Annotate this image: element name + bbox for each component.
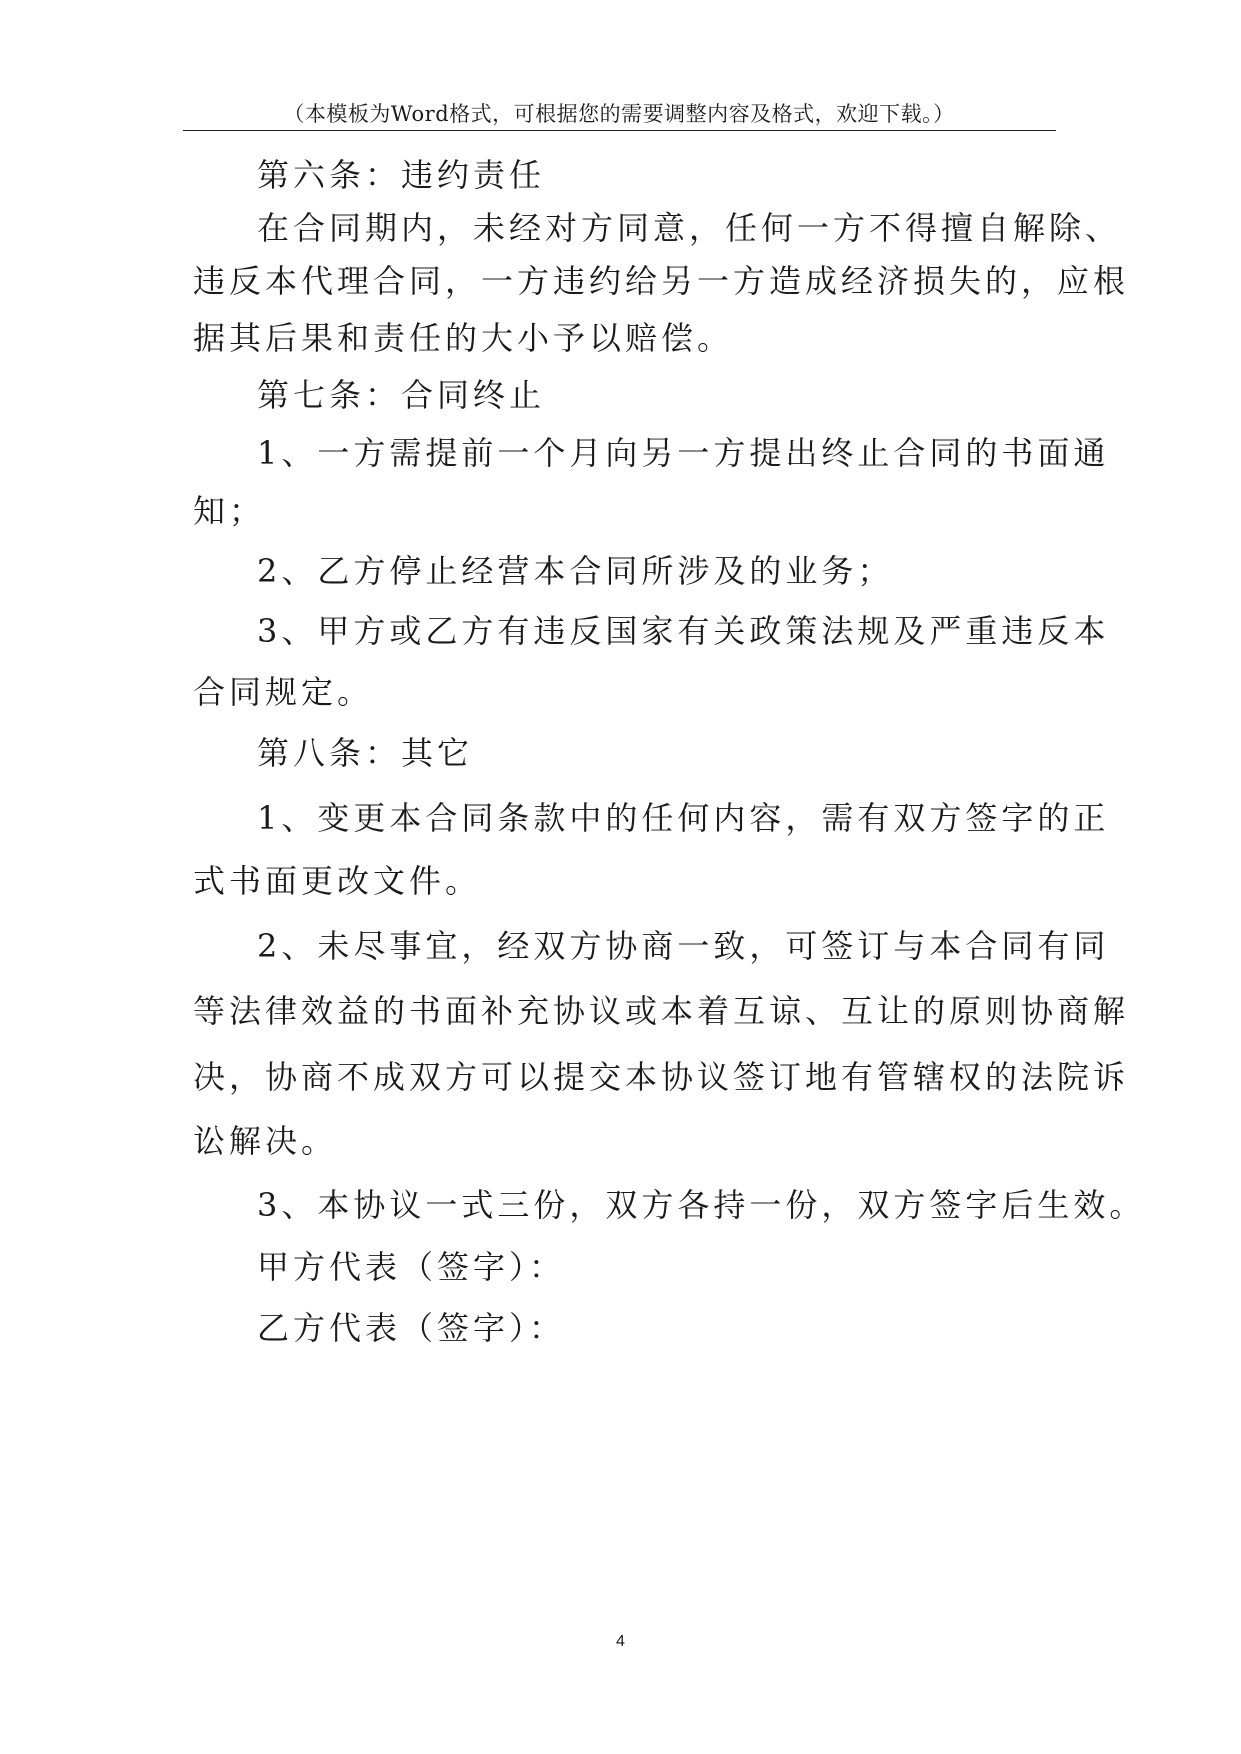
paragraph-line: 知； — [193, 492, 266, 530]
paragraph-line: 3、甲方或乙方有违反国家有关政策法规及严重违反本 — [257, 612, 1110, 650]
paragraph-line: 据其后果和责任的大小予以赔偿。 — [193, 319, 734, 357]
page-number: 4 — [616, 1633, 625, 1650]
paragraph-line: 在合同期内，未经对方同意，任何一方不得擅自解除、 — [257, 209, 1122, 247]
paragraph-line: 等法律效益的书面补充协议或本着互谅、互让的原则协商解 — [193, 992, 1130, 1030]
paragraph-line: 违反本代理合同，一方违约给另一方造成经济损失的，应根 — [193, 262, 1130, 300]
paragraph-line: 合同规定。 — [193, 673, 374, 711]
paragraph-line: 1、一方需提前一个月向另一方提出终止合同的书面通 — [257, 434, 1110, 472]
paragraph-line: 决，协商不成双方可以提交本协议签订地有管辖权的法院诉 — [193, 1058, 1130, 1096]
section-heading-6: 第六条：违约责任 — [257, 156, 546, 194]
paragraph-line: 2、未尽事宜，经双方协商一致，可签订与本合同有同 — [257, 927, 1110, 965]
template-header-note: （本模板为Word格式，可根据您的需要调整内容及格式，欢迎下载。） — [283, 102, 955, 126]
paragraph-line: 2、乙方停止经营本合同所涉及的业务； — [257, 552, 894, 590]
paragraph-line: 3、本协议一式三份，双方各持一份，双方签字后生效。 — [257, 1186, 1146, 1224]
paragraph-line: 讼解决。 — [193, 1122, 338, 1160]
party-b-signature-line: 乙方代表（签字）： — [257, 1309, 566, 1347]
paragraph-line: 1、变更本合同条款中的任何内容，需有双方签字的正 — [257, 799, 1110, 837]
section-heading-7: 第七条：合同终止 — [257, 376, 546, 414]
header-divider — [183, 130, 1056, 131]
paragraph-line: 式书面更改文件。 — [193, 862, 482, 900]
section-heading-8: 第八条：其它 — [257, 734, 474, 772]
party-a-signature-line: 甲方代表（签字）： — [257, 1248, 566, 1286]
